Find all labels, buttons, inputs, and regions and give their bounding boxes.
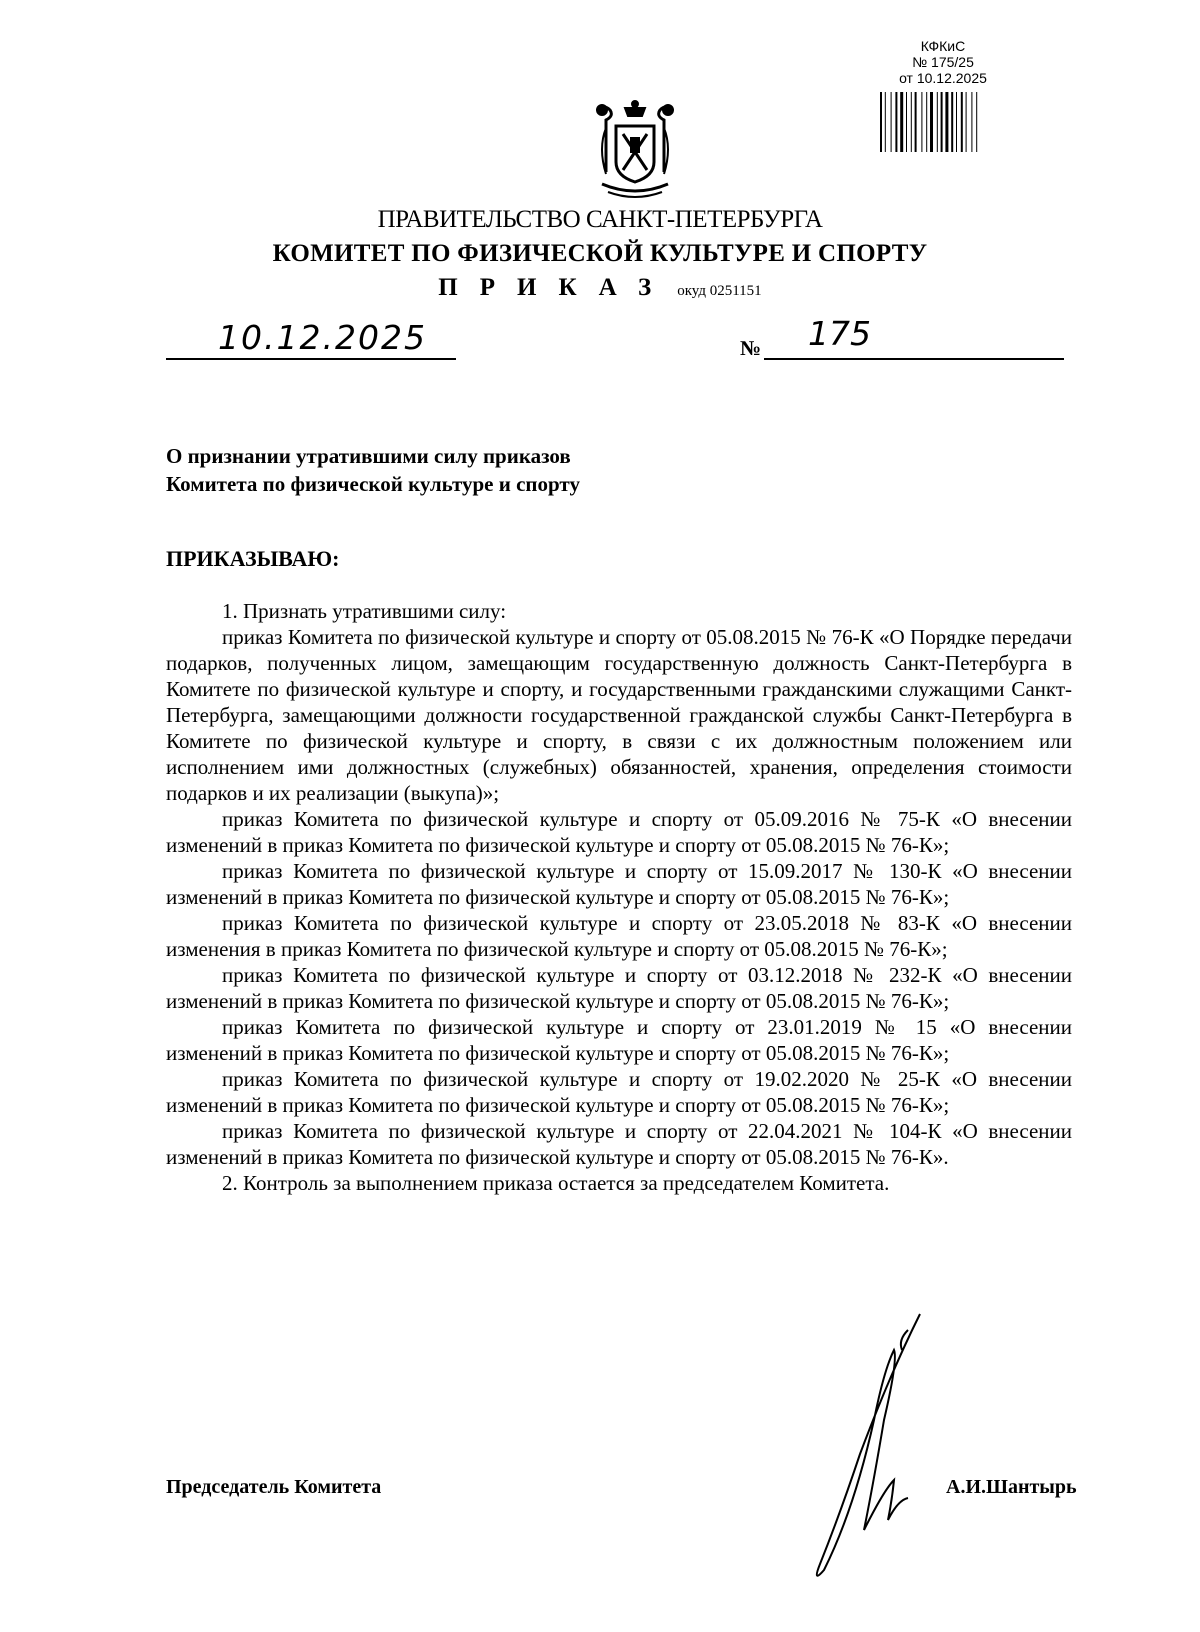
coat-of-arms-icon — [590, 98, 680, 202]
order-heading — [0, 274, 1200, 302]
committee-title: КОМИТЕТ ПО ФИЗИЧЕСКОЙ КУЛЬТУРЕ И СПОРТУ — [272, 240, 928, 267]
paragraph: приказ Комитета по физической культуре и спорту от 05.08.2015 № 76-К «О Порядке передачи подарков, полученных лицом, замещающим государственную должность Санкт-Петербурга в Комитете по физической культуре и спорту, и государственными гражданскими служащими Санкт-Петербурга, замещающими должности государственной гражданской службы Санкт-Петербурга в Комитете по физической культуре и спорту, в связи с их должностным положением или исполнением ими должностных (служебных) обязанностей, хранения, определения стоимости подарков и их реализации (выкупа)»; — [166, 625, 1072, 805]
directive-heading: ПРИКАЗЫВАЮ: — [166, 546, 340, 571]
registration-stamp — [868, 38, 1018, 86]
number-underline — [764, 358, 1064, 360]
paragraph: приказ Комитета по физической культуре и спорту от 23.05.2018 № 83-К «О внесении изменения в приказ Комитета по физической культуре и спорту от 05.08.2015 № 76-К»; — [166, 911, 1072, 961]
order-number: 175 — [808, 314, 871, 353]
paragraph: 2. Контроль за выполнением приказа остается за председателем Комитета. — [222, 1171, 890, 1195]
order-date: 10.12.2025 — [218, 318, 427, 357]
date-underline — [166, 358, 456, 360]
signatory-name: А.И.Шантырь — [946, 1476, 1077, 1498]
paragraph: приказ Комитета по физической культуре и спорту от 19.02.2020 № 25-К «О внесении изменений в приказ Комитета по физической культуре и спорту от 05.08.2015 № 76-К»; — [166, 1067, 1072, 1117]
paragraph: приказ Комитета по физической культуре и спорту от 05.09.2016 № 75-К «О внесении изменений в приказ Комитета по физической культуре и спорту от 05.08.2015 № 76-К»; — [166, 807, 1072, 857]
handwritten-signature — [740, 1300, 980, 1600]
government-title: ПРАВИТЕЛЬСТВО САНКТ-ПЕТЕРБУРГА — [377, 206, 823, 233]
order-word: ПРИКАЗ — [438, 274, 674, 301]
paragraph: 1. Признать утратившими силу: — [222, 599, 507, 623]
paragraph: приказ Комитета по физической культуре и спорту от 23.01.2019 № 15 «О внесении изменений в приказ Комитета по физической культуре и спорту от 05.08.2015 № 76-К»; — [166, 1015, 1072, 1065]
subject-line-2: Комитета по физической культуре и спорту — [166, 472, 580, 496]
order-subject — [166, 442, 580, 498]
stamp-date: от 10.12.2025 — [899, 70, 987, 86]
stamp-number: № 175/25 — [912, 54, 974, 70]
paragraph: приказ Комитета по физической культуре и спорту от 15.09.2017 № 130-К «О внесении изменений в приказ Комитета по физической культуре и спорту от 05.08.2015 № 76-К»; — [166, 859, 1072, 909]
okud-code: окуд 0251151 — [677, 283, 762, 299]
order-body — [166, 598, 1072, 1196]
subject-line-1: О признании утратившими силу приказов — [166, 444, 571, 468]
stamp-org: КФКиС — [920, 38, 966, 54]
number-label: № — [740, 336, 762, 360]
paragraph: приказ Комитета по физической культуре и спорту от 03.12.2018 № 232-К «О внесении изменений в приказ Комитета по физической культуре и спорту от 05.08.2015 № 76-К»; — [166, 963, 1072, 1013]
paragraph: приказ Комитета по физической культуре и спорту от 22.04.2021 № 104-К «О внесении изменений в приказ Комитета по физической культуре и спорту от 05.08.2015 № 76-К». — [166, 1119, 1072, 1169]
barcode-icon — [880, 92, 1008, 152]
signatory-title: Председатель Комитета — [166, 1476, 382, 1498]
